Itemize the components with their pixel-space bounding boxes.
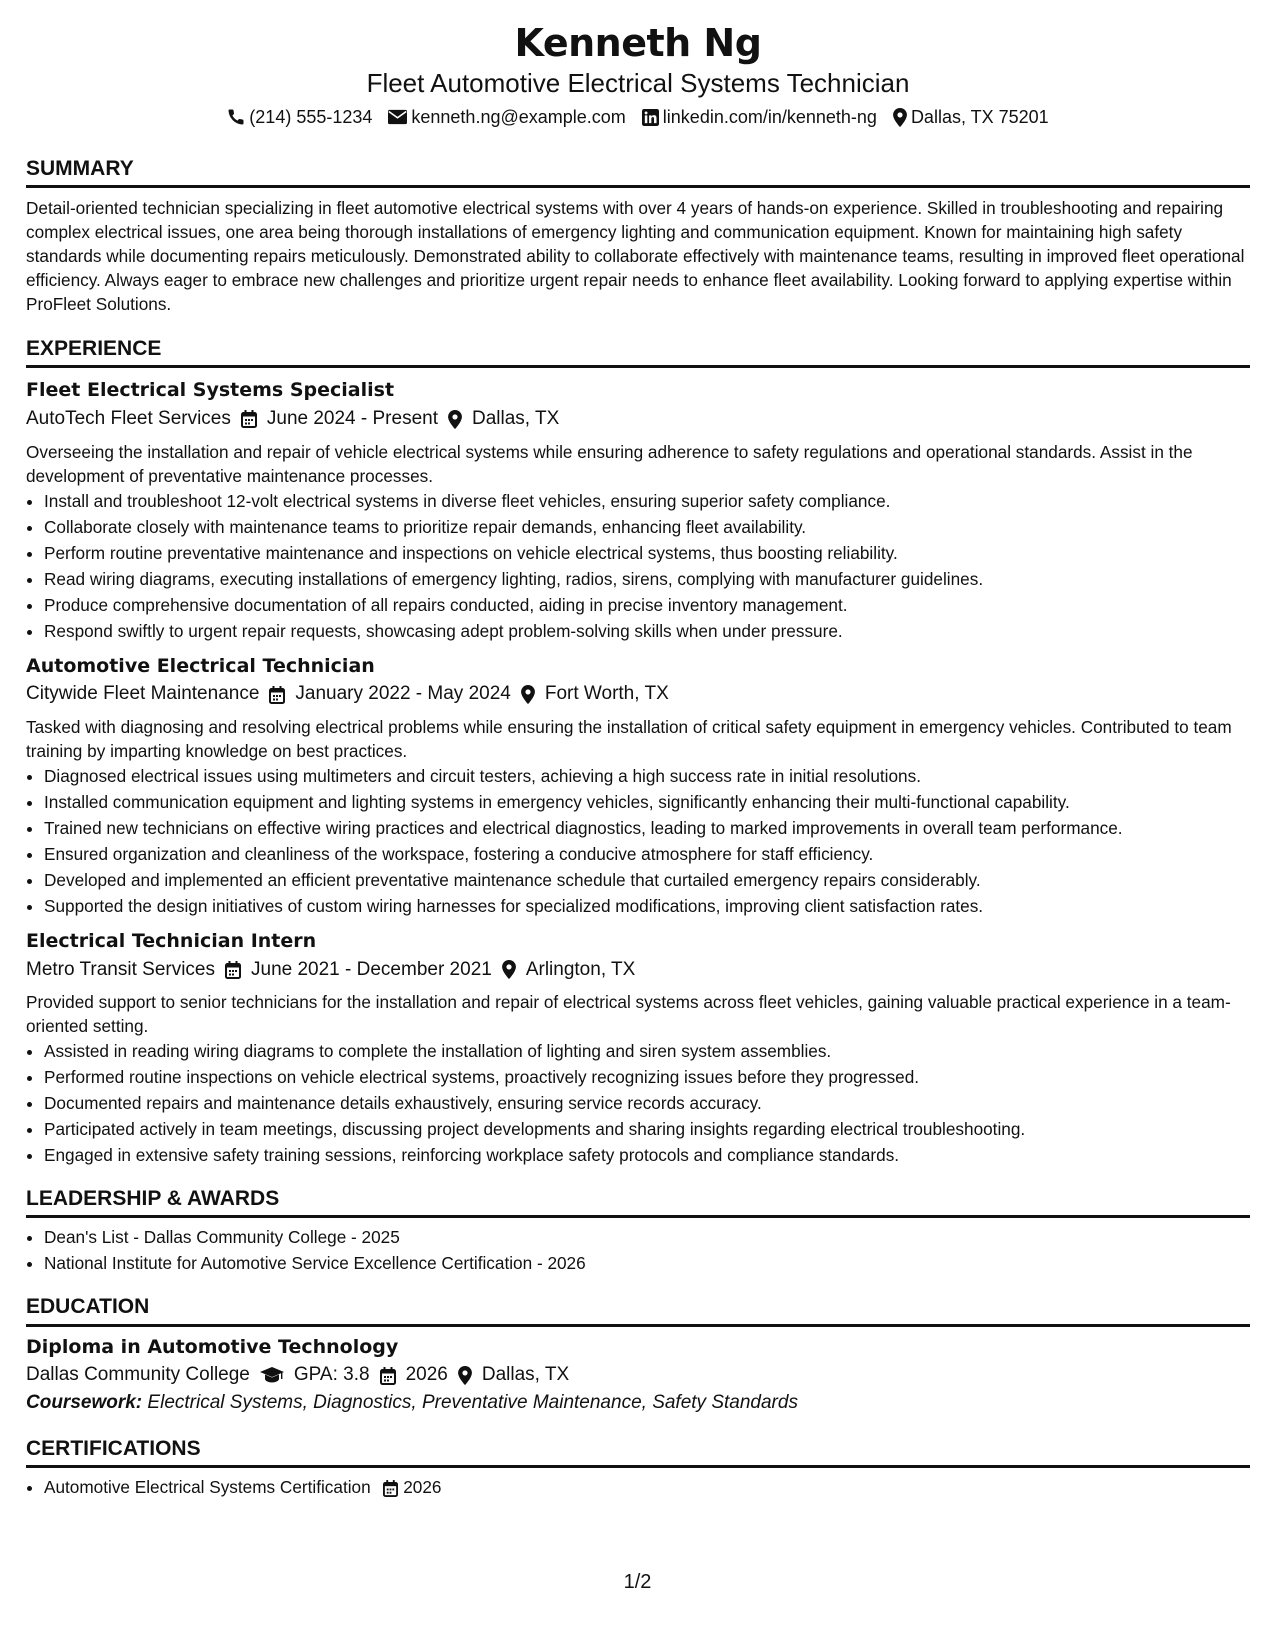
job-description: Provided support to senior technicians for the installation and repair of electrical systems across fleet vehicles, gaining valuable practical experience in a team-oriented setting.: [26, 992, 1231, 1037]
list-item: • Read wiring diagrams, executing installations of emergency lighting, radios, sirens, complying with manufacturer guidelines.: [44, 566, 1250, 592]
list-item: • Trained new technicians on effective wiring practices and electrical diagnostics, leading to marked improvements in overall team performance.: [44, 815, 1250, 841]
job-dates: June 2021 - December 2021: [251, 958, 492, 980]
map-pin-icon: [893, 108, 907, 127]
contact-location: [893, 107, 1049, 128]
map-pin-icon: [458, 1366, 472, 1385]
phone-icon: [227, 108, 245, 126]
list-item: • Respond swiftly to urgent repair requests, showcasing adept problem-solving skills when under pressure.: [44, 618, 1250, 644]
list-item: • Engaged in extensive safety training sessions, reinforcing workplace safety protocols and compliance standards.: [44, 1142, 1250, 1168]
location-text: Dallas, TX 75201: [910, 106, 1049, 127]
candidate-title: Fleet Automotive Electrical Systems Technician: [366, 67, 910, 98]
contact-phone[interactable]: [227, 107, 372, 128]
education-location: Dallas, TX: [481, 1364, 570, 1386]
job-location: Arlington, TX: [525, 958, 636, 980]
list-item: • Developed and implemented an efficient preventative maintenance schedule that curtailed emergency repairs considerably.: [44, 867, 1250, 893]
education-entry: [26, 1335, 1250, 1414]
list-item: • Documented repairs and maintenance details exhaustively, ensuring service records accuracy.: [44, 1090, 1250, 1116]
experience-section: [26, 336, 1250, 1168]
job-company: Metro Transit Services: [26, 958, 215, 980]
job-location: Fort Worth, TX: [544, 683, 669, 705]
resume-page: [26, 22, 1250, 1500]
job-title: Fleet Electrical Systems Specialist: [26, 379, 395, 402]
calendar-icon: [383, 1480, 398, 1497]
job-title: Electrical Technician Intern: [26, 929, 317, 952]
job-company: Citywide Fleet Maintenance: [26, 683, 260, 705]
job-meta: [26, 407, 1250, 432]
list-item: • Installed communication equipment and lighting systems in emergency vehicles, significantly enhancing their multi-functional capability.: [44, 789, 1250, 815]
job-company: AutoTech Fleet Services: [26, 407, 231, 429]
phone-text: (214) 555-1234: [249, 106, 373, 127]
summary-heading: SUMMARY: [26, 156, 1250, 188]
job-bullets: [26, 763, 1250, 919]
job-bullets: [26, 1038, 1250, 1168]
leadership-section: [26, 1186, 1250, 1276]
page-number: 1/2: [623, 1571, 652, 1593]
list-item: • Ensured organization and cleanliness of the workspace, fostering a conducive atmosphere for staff efficiency.: [44, 841, 1250, 867]
job-dates: January 2022 - May 2024: [295, 683, 511, 705]
list-item: • Produce comprehensive documentation of all repairs conducted, aiding in precise inventory management.: [44, 592, 1250, 618]
candidate-name: Kenneth Ng: [514, 21, 762, 65]
list-item: • Collaborate closely with maintenance teams to prioritize repair demands, enhancing fleet availability.: [44, 514, 1250, 540]
contact-linkedin[interactable]: [642, 107, 877, 128]
education-year: 2026: [405, 1364, 448, 1386]
email-text: kenneth.ng@example.com: [411, 106, 626, 127]
map-pin-icon: [502, 960, 516, 979]
experience-heading: EXPERIENCE: [26, 336, 1250, 368]
list-item: • Install and troubleshoot 12-volt electrical systems in diverse fleet vehicles, ensuring superior safety compliance.: [44, 488, 1250, 514]
education-heading: EDUCATION: [26, 1294, 1250, 1326]
list-item: • Performed routine inspections on vehicle electrical systems, proactively recognizing issues before they progressed.: [44, 1064, 1250, 1090]
linkedin-icon: [642, 109, 659, 126]
certification-name: Automotive Electrical Systems Certification: [44, 1477, 371, 1498]
envelope-icon: [388, 109, 407, 125]
list-item: • Perform routine preventative maintenance and inspections on vehicle electrical systems, thus boosting reliability.: [44, 540, 1250, 566]
job-description: Overseeing the installation and repair of vehicle electrical systems while ensuring adherence to safety regulations and operational standards. Assist in the development of preventative maintenance processes.: [26, 441, 1193, 486]
calendar-icon: [380, 1367, 396, 1385]
certification-year: 2026: [403, 1477, 442, 1498]
calendar-icon: [269, 686, 285, 704]
job-location: Dallas, TX: [472, 407, 560, 429]
degree-title: Diploma in Automotive Technology: [26, 1335, 399, 1358]
contact-bar: [26, 107, 1250, 128]
summary-text: Detail-oriented technician specializing in fleet automotive electrical systems with over 4 years of hands-on experience. Skilled in troubleshooting and repairing complex electrical issues, one area being thorough installations of emergency lighting and communication equipment. Known for maintaining high safety standards while documenting repairs meticulously. Demonstrated ability to collaborate effectively with maintenance teams, resulting in improved fleet operational efficiency. Always eager to embrace new challenges and prioritize urgent repair needs to enhance fleet availability. Looking forward to applying expertise within ProFleet Solutions.: [26, 198, 1245, 315]
school-name: Dallas Community College: [26, 1364, 250, 1386]
job-bullets: [26, 488, 1250, 644]
job-entry: [26, 929, 1250, 1168]
job-dates: June 2024 - Present: [266, 407, 438, 429]
coursework-line: [26, 1392, 1250, 1414]
list-item: [44, 1474, 1250, 1500]
coursework-label: Coursework:: [26, 1391, 143, 1413]
job-entry: [26, 378, 1250, 643]
linkedin-text: linkedin.com/in/kenneth-ng: [662, 106, 877, 127]
job-title: Automotive Electrical Technician: [26, 654, 375, 677]
leadership-list: [26, 1224, 1250, 1276]
certifications-heading: CERTIFICATIONS: [26, 1436, 1250, 1468]
education-meta: [26, 1363, 1250, 1388]
contact-email[interactable]: [388, 107, 625, 128]
summary-section: [26, 156, 1250, 316]
job-description: Tasked with diagnosing and resolving electrical problems while ensuring the installation of critical safety equipment in emergency vehicles. Contributed to team training by imparting knowledge on best practices.: [26, 716, 1232, 761]
job-meta: [26, 682, 1250, 707]
graduation-cap-icon: [260, 1367, 284, 1384]
list-item: • National Institute for Automotive Service Excellence Certification - 2026: [44, 1250, 1250, 1276]
education-section: [26, 1294, 1250, 1414]
certifications-section: [26, 1436, 1250, 1500]
resume-header: [26, 22, 1250, 128]
list-item: • Diagnosed electrical issues using multimeters and circuit testers, achieving a high success rate in initial resolutions.: [44, 763, 1250, 789]
coursework-text: Electrical Systems, Diagnostics, Preventative Maintenance, Safety Standards: [147, 1391, 798, 1413]
list-item: • Dean's List - Dallas Community College - 2025: [44, 1224, 1250, 1250]
map-pin-icon: [448, 410, 462, 429]
leadership-heading: LEADERSHIP & AWARDS: [26, 1186, 1250, 1218]
list-item: • Supported the design initiatives of custom wiring harnesses for specialized modifications, improving client satisfaction rates.: [44, 893, 1250, 919]
list-item: • Participated actively in team meetings, discussing project developments and sharing insights regarding electrical troubleshooting.: [44, 1116, 1250, 1142]
list-item: • Assisted in reading wiring diagrams to complete the installation of lighting and siren system assemblies.: [44, 1038, 1250, 1064]
calendar-icon: [241, 410, 257, 428]
map-pin-icon: [521, 685, 535, 704]
job-entry: [26, 654, 1250, 919]
gpa-text: GPA: 3.8: [293, 1364, 370, 1386]
calendar-icon: [225, 961, 241, 979]
certifications-list: [26, 1474, 1250, 1500]
job-meta: [26, 958, 1250, 983]
